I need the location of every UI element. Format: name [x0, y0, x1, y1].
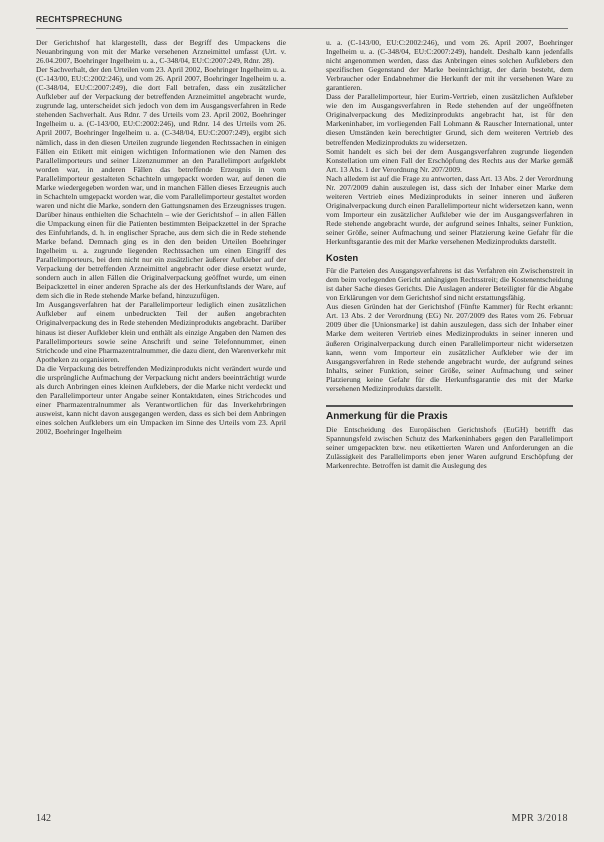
- paragraph: Der Gerichtshof hat klargestellt, dass der Begriff des Umpackens die Neuanbringung von mit der Marke versehenen Arzneimittel umfasst (Urt. v. 26.04.2007, Boehringer Ingelheim u. a., C-348/04, EU:C:2007:249, Rdnr. 28).: [36, 38, 286, 66]
- paragraph: Aus diesen Gründen hat der Gerichtshof (Fünfte Kammer) für Recht erkannt: Art. 13 Abs. 2 der Verordnung (EG) Nr. 207/2009 des Rates vom 26. Februar 2009 über die [Unionsmarke] ist dahin auszulegen, dass sich der Inhaber einer Marke dem weiteren Vertrieb eines Medizinprodukts in seiner inneren und äußeren Originalverpackung durch einen Parallelimporteur nicht widersetzen kann, wenn vom Importeur ein zusätzlicher Aufkleber wie der im Ausgangsverfahren in Rede stehende angebracht wurde, der aufgrund seines Inhalts, seiner Funktion, seiner Größe, seiner Aufmachung und seiner Platzierung keine Gefahr für die Herkunftsgarantie des mit der Marke versehenen Medizinprodukts darstellt.: [326, 302, 573, 393]
- paragraph: Da die Verpackung des betreffenden Medizinprodukts nicht verändert wurde und die ursprüngliche Aufmachung der Verpackung nicht anders beeinträchtigt wurde als durch Anbringen eines kleinen Aufklebers, der die Marke nicht verdeckt und den Parallelimporteur unter Angabe seiner Kontaktdaten, eines Strichcodes und einer Pharmazentralnummer als Verantwortlichen für das Inverkehrbringen ausweist, kann nicht davon ausgegangen werden, dass es sich bei dem Anbringen eines solchen Aufklebers um ein Umpacken im Sinne des Urteils vom 23. April 2002, Boehringer Ingelheim: [36, 363, 286, 437]
- paragraph: Dass der Parallelimporteur, hier Eurim-Vertrieb, einen zusätzlichen Aufkleber wie den im Ausgangsverfahren in Rede stehenden auf der ungeöffneten Originalverpackung des Medizinprodukts angebracht hat, ist für den Markeninhaber, im vorliegenden Fall Lohmann & Rauscher International, unter diesen Umständen kein berechtigter Grund, sich dem weiteren Vertrieb des betreffenden Medizinprodukts zu widersetzen.: [326, 92, 573, 147]
- paragraph: Nach alledem ist auf die Frage zu antworten, dass Art. 13 Abs. 2 der Verordnung Nr. 207/2009 dahin auszulegen ist, dass sich der Inhaber einer Marke dem weiteren Vertrieb eines Medizinprodukts in seiner inneren und äußeren Originalverpackung durch einen Parallelimporteur nicht widersetzen kann, wenn vom Importeur ein zusätzlicher Aufkleber wie der im Ausgangsverfahren in Rede stehende angebracht wurde, der aufgrund seines Inhalts, seiner Funktion, seiner Größe, seiner Aufmachung und seiner Platzierung keine Gefahr für die Herkunftsgarantie des mit der Marke versehenen Medizinprodukts darstellt.: [326, 173, 573, 247]
- paragraph: Somit handelt es sich bei der dem Ausgangsverfahren zugrunde liegenden Konstellation um einen Fall der Erschöpfung des Rechts aus der Marke gemäß Art. 13 Abs. 1 der Verordnung Nr. 207/2009.: [326, 146, 573, 174]
- section-heading-praxis: Anmerkung für die Praxis: [326, 405, 573, 421]
- page-number: 142: [36, 813, 51, 824]
- section-heading-kosten: Kosten: [326, 253, 359, 265]
- right-column: [326, 38, 573, 470]
- paragraph: Im Ausgangsverfahren hat der Parallelimporteur lediglich einen zusätzlichen Aufkleber auf einem unbedruckten Teil der außen angebrachten Originalverpackung des in Rede stehenden Medizinprodukts angebracht. Darüber hinaus ist dieser Aufkleber klein und enthält als einzige Angaben den Namen des Parallelimporteurs sowie seine Anschrift und seine Telefonnummer, einen Strichcode und eine Pharmazentralnummer, die dazu dient, den Warenverkehr mit Apotheken zu organisieren.: [36, 300, 286, 364]
- header-divider: [36, 28, 568, 29]
- journal-issue: MPR 3/2018: [511, 813, 568, 824]
- paragraph: Für die Parteien des Ausgangsverfahrens ist das Verfahren ein Zwischenstreit in dem beim vorlegenden Gericht anhängigen Rechtsstreit; die Kostenentscheidung ist daher Sache dieses Gerichts. Die Auslagen anderer Beteiligter für die Abgabe von Erklärungen vor dem Gerichtshof sind nicht erstattungsfähig.: [326, 266, 573, 303]
- paragraph: Der Sachverhalt, der den Urteilen vom 23. April 2002, Boehringer Ingelheim u. a. (C-143/00, EU:C:2002:246), und vom 26. April 2007, Boehringer Ingelheim u. a. (C-348/04, EU:C:2007:249), die dort Fall betrafen, dass ein zusätzlicher Aufkleber auf der Verpackung der betreffenden Arzneimittel angebracht wurde, zugrunde lag, unterscheidet sich jedoch von dem im Ausgangsverfahren in Rede stehenden Sachverhalt. Aus Rdnr. 7 des Urteils vom 23. April 2002, Boehringer Ingelheim u. a. (C-143/00, EU:C:2002:246), und Rdnr. 14 des Urteils vom 26. April 2007, Boehringer Ingelheim u. a. (C-348/04, EU:C:2007:249), ergibt sich nämlich, dass in den diesen Urteilen zugrunde liegenden Rechtssachen in einigen Fällen ein Etikett mit einigen wichtigen Informationen wie den Namen des Parallelimporteurs und seiner Lizenznummer an den Parallelimport aufgeklebt worden war, in anderen Fällen das betreffende Erzeugnis in vom Parallelimporteur gestalteten Schachteln umgepackt worden war, auf denen die Marke wiedergegeben worden war, und in manchen Fällen dieses Erzeugnis auch in Schachteln umgepackt worden war, die vom Parallelimporteur gestaltet worden waren und nicht die Marke, sondern den Gattungsnamen des Erzeugnisses trugen. Darüber hinaus enthielten die Schachteln – wie der Gerichtshof – in allen Fällen die Umpackung einen für die Patienten bestimmten Beipackzettel in der Sprache des Einfuhrlands, d. h. in englischer Sprache, aus dem sich die in Rede stehende Marke befand. Demnach ging es in den den beiden Urteilen Boehringer Ingelheim u. a. zugrunde liegenden Rechtssachen um einen Eingriff des Parallelimporteurs, bei dem nicht nur ein zusätzlicher äußerer Aufkleber auf der Verpackung der betreffenden Arzneimittel angebracht oder diese ersetzt wurde, sondern auch in allen Fällen die Originalverpackung geöffnet wurde, um einen Beipackzettel in einer anderen Sprache als der des Herkunftslands der Ware, auf dem sich die in Rede stehende Marke befand, hinzuzufügen.: [36, 65, 286, 301]
- section-label: RECHTSPRECHUNG: [36, 14, 123, 24]
- paragraph: Die Entscheidung des Europäischen Gerichtshofs (EuGH) betrifft das Spannungsfeld zwischen Schutz des Markeninhabers gegen den Parallelimport seiner umgepackten bzw. neu etikettierten Waren und Anforderungen an die Zulässigkeit des Parallelimports eben jener Waren aufgrund Erschöpfung der Markenrechte. Betroffen ist damit die Auslegung des: [326, 424, 573, 471]
- paragraph: u. a. (C-143/00, EU:C:2002:246), und vom 26. April 2007, Boehringer Ingelheim u. a. (C-348/04, EU:C:2007:249), handelt. Deshalb kann jedenfalls nicht angenommen werden, dass das Anbringen eines solchen Aufklebers den spezifischen Gegenstand der Marke beeinträchtigt, der darin besteht, dem Verbraucher oder Endabnehmer die Herkunft der mit ihr versehenen Ware zu garantieren.: [326, 38, 573, 93]
- left-column: [36, 38, 286, 436]
